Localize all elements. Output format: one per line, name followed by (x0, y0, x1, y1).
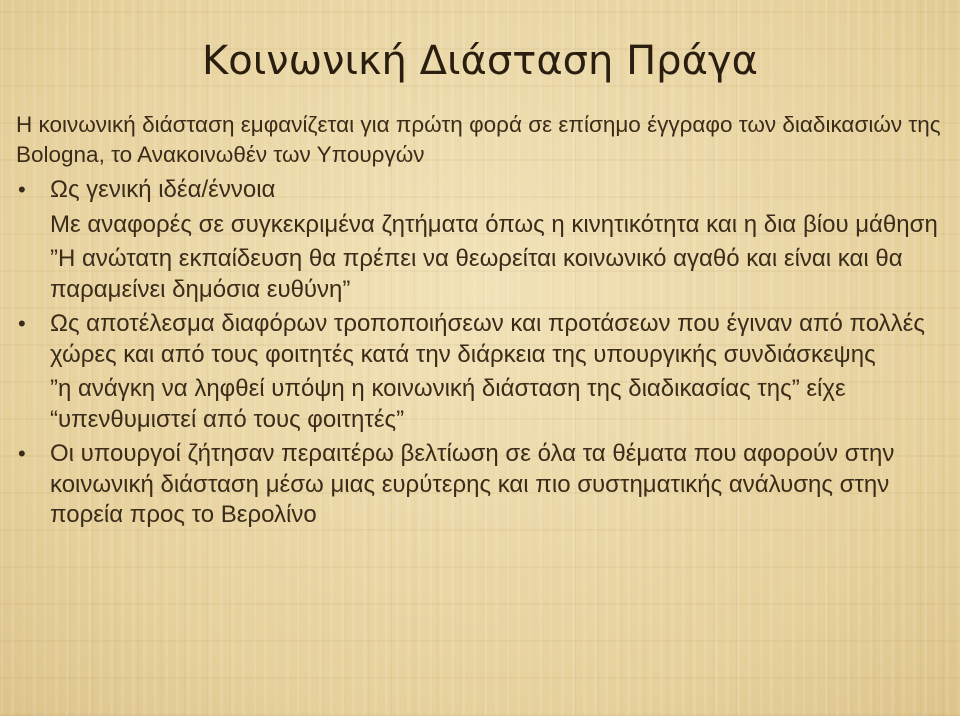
paragraph-text: Ως αποτέλεσμα διαφόρων τροποποιήσεων και προτάσεων που έγιναν από πολλές χώρες και από τους φοιτητές κατά την διάρκεια της υπουργικής συνδιάσκεψης (50, 310, 925, 368)
paragraph-text: ”Η ανώτατη εκπαίδευση θα πρέπει να θεωρείται κοινωνικό αγαθό και είναι και θα παραμείνει δημόσια ευθύνη” (50, 245, 903, 303)
bullet-icon: • (18, 311, 26, 336)
slide-title: Κοινωνική Διάσταση Πράγα (202, 38, 758, 84)
paragraph-text: ”η ανάγκη να ληφθεί υπόψη η κοινωνική διάσταση της διαδικασίας της” είχε “υπενθυμιστεί από τους φοιτητές” (50, 375, 846, 433)
intro-paragraph (16, 110, 946, 170)
paragraph-text: Ως γενική ιδέα/έννοια (50, 176, 276, 203)
bullet-paragraph (16, 175, 946, 206)
bullet-icon: • (18, 177, 26, 202)
paragraph-text: Οι υπουργοί ζήτησαν περαιτέρω βελτίωση σε όλα τα θέματα που αφορούν στην κοινωνική διάσταση μέσω μιας ευρύτερης και πιο συστηματικής ανάλυσης στην πορεία προς το Βερολίνο (50, 440, 895, 528)
slide-body (16, 110, 946, 531)
paragraph-text: Με αναφορές σε συγκεκριμένα ζητήματα όπως η κινητικότητα και η δια βίου μάθηση (50, 210, 938, 238)
quote-paragraph (16, 244, 946, 305)
bullet-paragraph (16, 439, 946, 531)
quote-paragraph (16, 374, 946, 435)
paragraph-text: Η κοινωνική διάσταση εμφανίζεται για πρώτη φορά σε επίσημο έγγραφο των διαδικασιών της Bologna, το Ανακοινωθέν των Υπουργών (16, 112, 941, 167)
bullet-paragraph (16, 309, 946, 370)
bullet-icon: • (18, 441, 26, 466)
sub-paragraph (16, 210, 946, 241)
